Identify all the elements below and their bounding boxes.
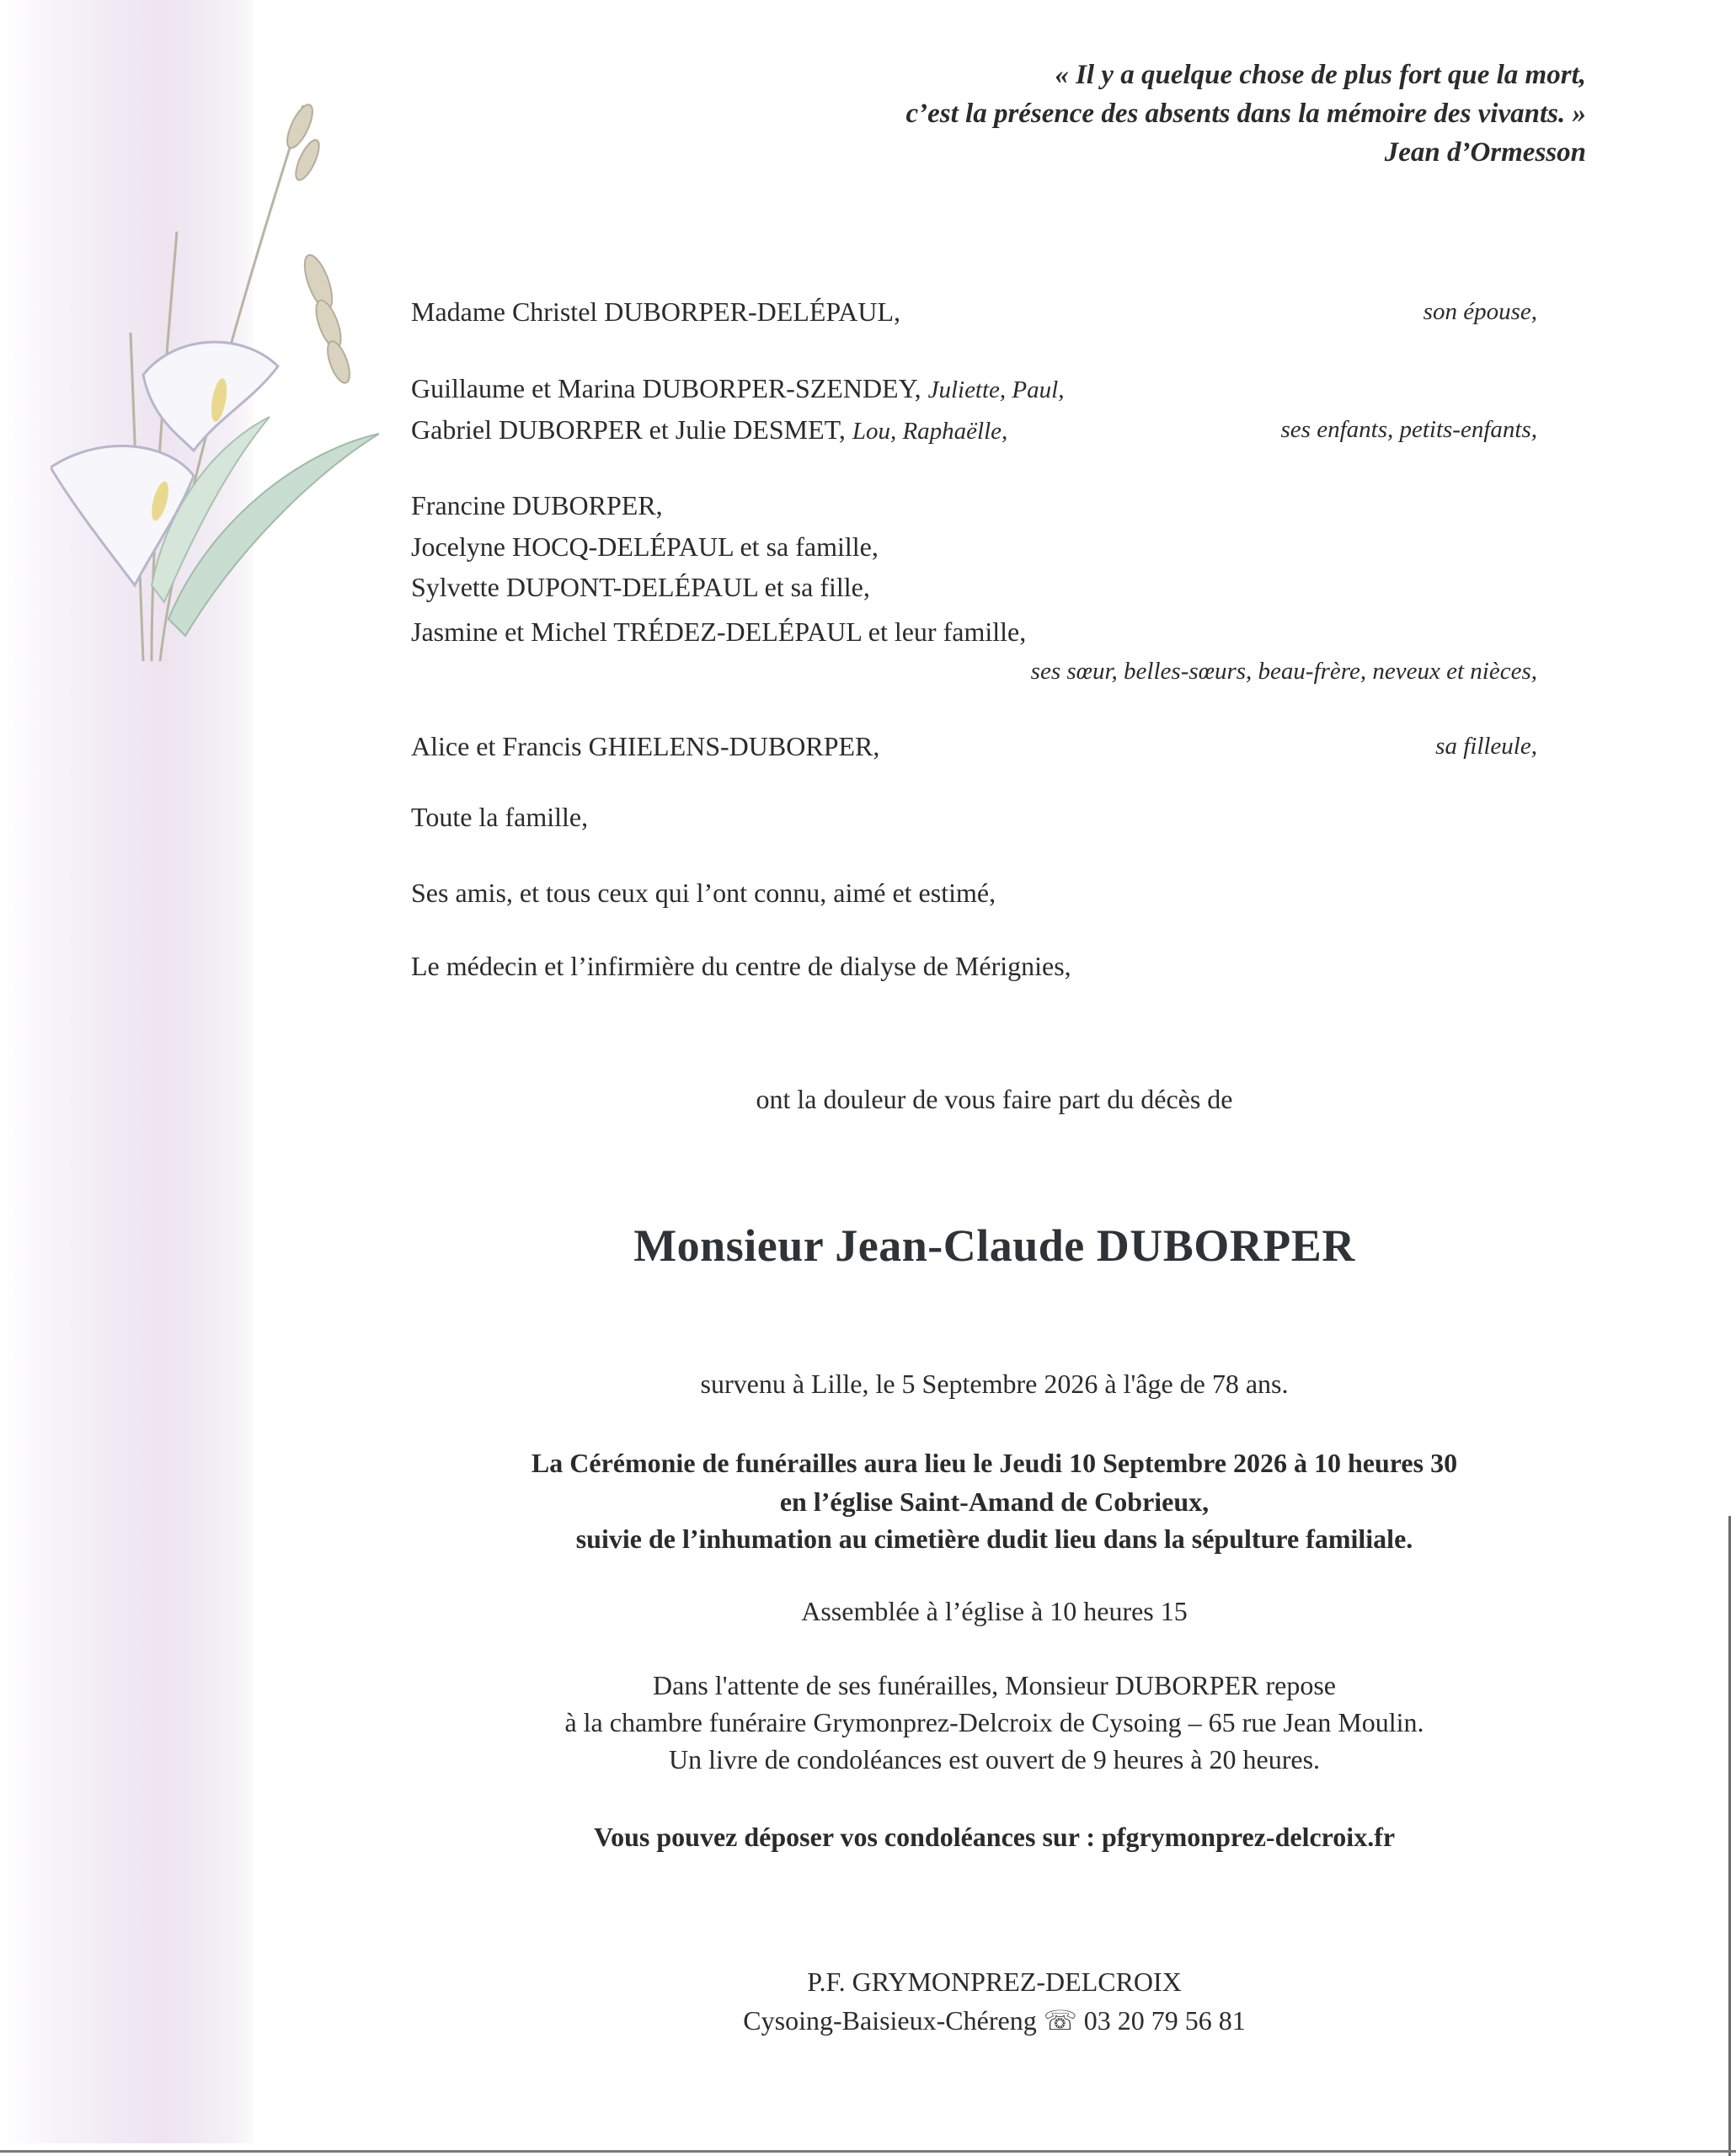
children-names-1: Guillaume et Marina DUBORPER-SZENDEY, (411, 373, 921, 403)
friends-line: Ses amis, et tous ceux qui l’ont connu, aimé et estimé, (411, 878, 996, 908)
ceremony-line-2: en l’église Saint-Amand de Cobrieux, (779, 1486, 1210, 1517)
children-relation: ses enfants, petits-enfants, (1280, 416, 1537, 443)
spouse-relation: son épouse, (1423, 298, 1537, 325)
sibling-line: Jasmine et Michel TRÉDEZ-DELÉPAUL et leur famille, (411, 616, 1027, 647)
deceased-name: Monsieur Jean-Claude DUBORPER (633, 1220, 1355, 1271)
epigraph-quote (905, 56, 1586, 172)
telephone-icon: ☏ (1043, 2005, 1077, 2036)
spouse-name: Madame Christel DUBORPER-DELÉPAUL, (411, 296, 901, 327)
sibling-line: Sylvette DUPONT-DELÉPAUL et sa fille, (411, 572, 870, 602)
page-edge (1728, 1516, 1731, 2156)
wake-line-1: Dans l'attente de ses funérailles, Monsieur DUBORPER repose (653, 1670, 1336, 1700)
funeral-home-contact (253, 2003, 1736, 2038)
condolences-website: Vous pouvez déposer vos condoléances sur : pfgrymonprez-delcroix.fr (593, 1822, 1396, 1852)
ceremony-line-1: La Cérémonie de funérailles aura lieu le Jeudi 10 Septembre 2026 à 10 heures 30 (531, 1448, 1458, 1478)
family-row-children-2 (411, 413, 1537, 448)
family-row-goddaughter (411, 729, 1537, 763)
assembly-time: Assemblée à l’église à 10 heures 15 (801, 1596, 1188, 1626)
announcement-text: ont la douleur de vous faire part du décès de (756, 1084, 1233, 1114)
family-row-children-1 (411, 371, 1537, 407)
funeral-home-phone: 03 20 79 56 81 (1083, 2005, 1246, 2036)
goddaughter-relation: sa filleule, (1435, 733, 1537, 760)
family-row-spouse (411, 295, 1537, 328)
medical-staff-line: Le médecin et l’infirmière du centre de dialyse de Mérignies, (411, 951, 1071, 981)
quote-line-2: c’est la présence des absents dans la mémoire des vivants. » (905, 99, 1586, 129)
wake-line-3: Un livre de condoléances est ouvert de 9 heures à 20 heures. (668, 1744, 1321, 1774)
grandchildren-1: Juliette, Paul, (927, 376, 1065, 403)
siblings-relation: ses sœur, belles-sœurs, beau-frère, neveux et nièces, (1030, 658, 1537, 685)
quote-line-1: « Il y a quelque chose de plus fort que la mort, (1055, 60, 1586, 90)
funeral-home-location: Cysoing-Baisieux-Chéreng (743, 2005, 1037, 2036)
goddaughter-name: Alice et Francis GHIELENS-DUBORPER, (411, 731, 880, 761)
quote-author: Jean d’Ormesson (1384, 137, 1586, 168)
whole-family-line: Toute la famille, (411, 802, 589, 832)
page-bottom-edge (0, 2150, 1736, 2153)
children-names-2: Gabriel DUBORPER et Julie DESMET, (411, 414, 846, 445)
death-info: survenu à Lille, le 5 Septembre 2026 à l'âge de 78 ans. (700, 1369, 1289, 1399)
funeral-home-name: P.F. GRYMONPREZ-DELCROIX (807, 1967, 1182, 1997)
sibling-line: Francine DUBORPER, (411, 490, 663, 520)
sibling-line: Jocelyne HOCQ-DELÉPAUL et sa famille, (411, 531, 879, 562)
ceremony-line-3: suivie de l’inhumation au cimetière dudit lieu dans la sépulture familiale. (575, 1524, 1413, 1554)
calla-lily-illustration (51, 80, 379, 670)
wake-line-2: à la chambre funéraire Grymonprez-Delcroix de Cysoing – 65 rue Jean Moulin. (564, 1707, 1424, 1737)
grandchildren-2: Lou, Raphaëlle, (852, 418, 1008, 445)
